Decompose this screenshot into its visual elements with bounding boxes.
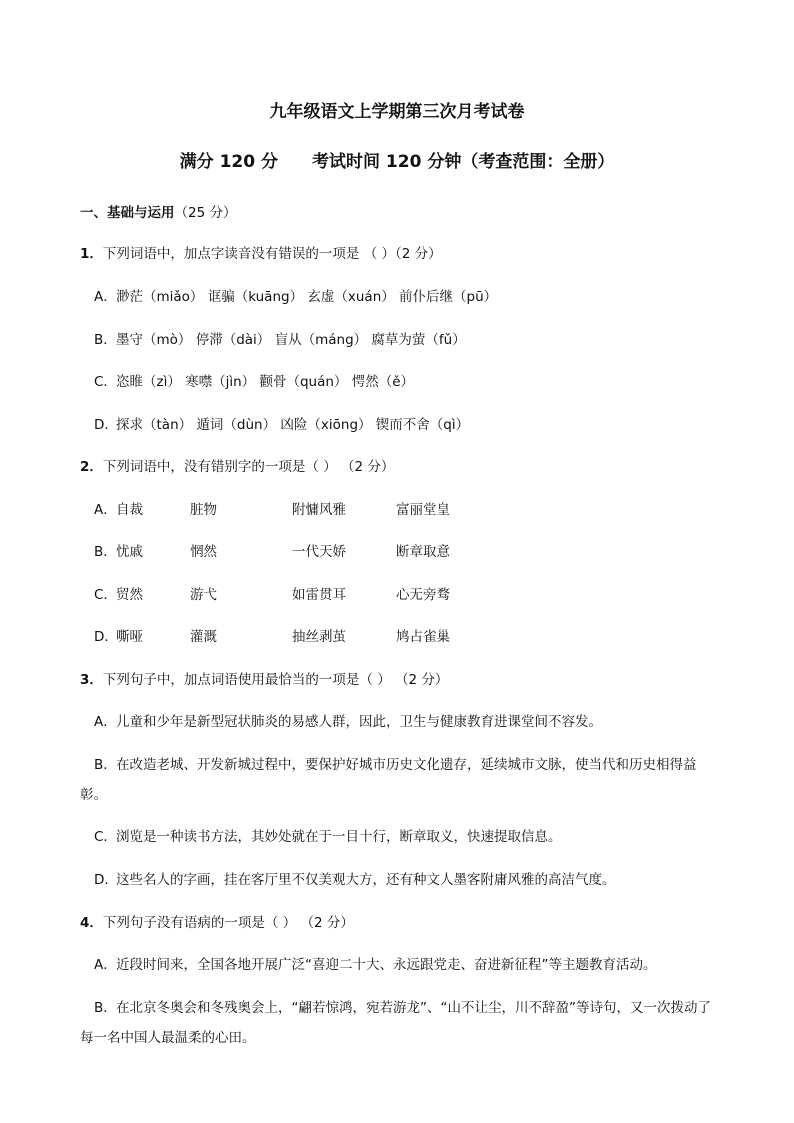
exam-info (0, 151, 794, 173)
section-points: （25 分） (174, 205, 237, 221)
q2-option-b: B．忧戚 惘然 一代天娇 断章取意 (94, 544, 450, 560)
question-2 (80, 457, 394, 477)
question-4 (80, 913, 354, 933)
q2-option-a: A．自裁 脏物 附慵风雅 富丽堂皇 (94, 502, 450, 518)
question-stem: 下列句子没有语病的一项是（ ） （2 分） (102, 915, 354, 931)
question-1 (80, 244, 442, 264)
q4-option-a: A．近段时间来，全国各地开展广泛“喜迎二十大、永远跟党走、奋进新征程”等主题教育活动。 (94, 957, 657, 973)
question-number: 2． (80, 459, 103, 475)
q1-option-c: C．恣睢（zì） 寒噤（jìn） 颧骨（quán） 愕然（ě） (94, 374, 415, 390)
page-title: 九年级语文上学期第三次月考试卷 (269, 102, 525, 122)
section-title: 一、基础与运用 (80, 205, 175, 221)
q1-option-b: B．墨守（mò） 停滞（dài） 盲从（máng） 腐草为萤（fǔ） (94, 332, 466, 348)
q2-option-c: C．贸然 游弋 如雷贯耳 心无旁骛 (94, 587, 450, 603)
question-number: 4． (80, 915, 103, 931)
exam-time: 考试时间 120 分钟（考查范围：全册） (312, 152, 615, 172)
question-stem: 下列词语中，加点字读音没有错误的一项是 （ ）（2 分） (102, 246, 442, 262)
q1-option-a: A．渺茫（miǎo） 诓骗（kuāng） 玄虚（xuán） 前仆后继（pū） (94, 289, 498, 305)
question-number: 1． (80, 246, 103, 262)
q4-option-b: B．在北京冬奥会和冬残奥会上，“翩若惊鸿，宛若游龙”、“山不让尘，川不辞盈”等诗句，又一次拨动了每一名中国人最温柔的心田。 (80, 1000, 711, 1046)
q2-option-d: D．嘶哑 灌溉 抽丝剥茧 鸠占雀巢 (94, 629, 450, 645)
full-score: 满分 120 分 (179, 152, 278, 172)
q3-option-a: A．儿童和少年是新型冠状肺炎的易感人群，因此，卫生与健康教育进课堂间不容发。 (94, 714, 602, 730)
q1-option-d: D．探求（tàn） 遁词（dùn） 凶险（xiōng） 锲而不舍（qì） (94, 417, 470, 433)
question-stem: 下列句子中，加点词语使用最恰当的一项是（ ） （2 分） (102, 672, 449, 688)
question-number: 3． (80, 672, 103, 688)
q3-option-c: C．浏览是一种读书方法，其妙处就在于一目十行，断章取义，快速提取信息。 (94, 829, 562, 845)
section-heading (80, 203, 236, 223)
q3-option-b: B．在改造老城、开发新城过程中，要保护好城市历史文化遗存，延续城市文脉，使当代和历史相得益彰。 (80, 757, 697, 803)
question-stem: 下列词语中，没有错别字的一项是（ ） （2 分） (102, 459, 395, 475)
q3-option-d: D．这些名人的字画，挂在客厅里不仅美观大方，还有种文人墨客附庸风雅的高洁气度。 (94, 872, 616, 888)
question-3 (80, 670, 448, 690)
